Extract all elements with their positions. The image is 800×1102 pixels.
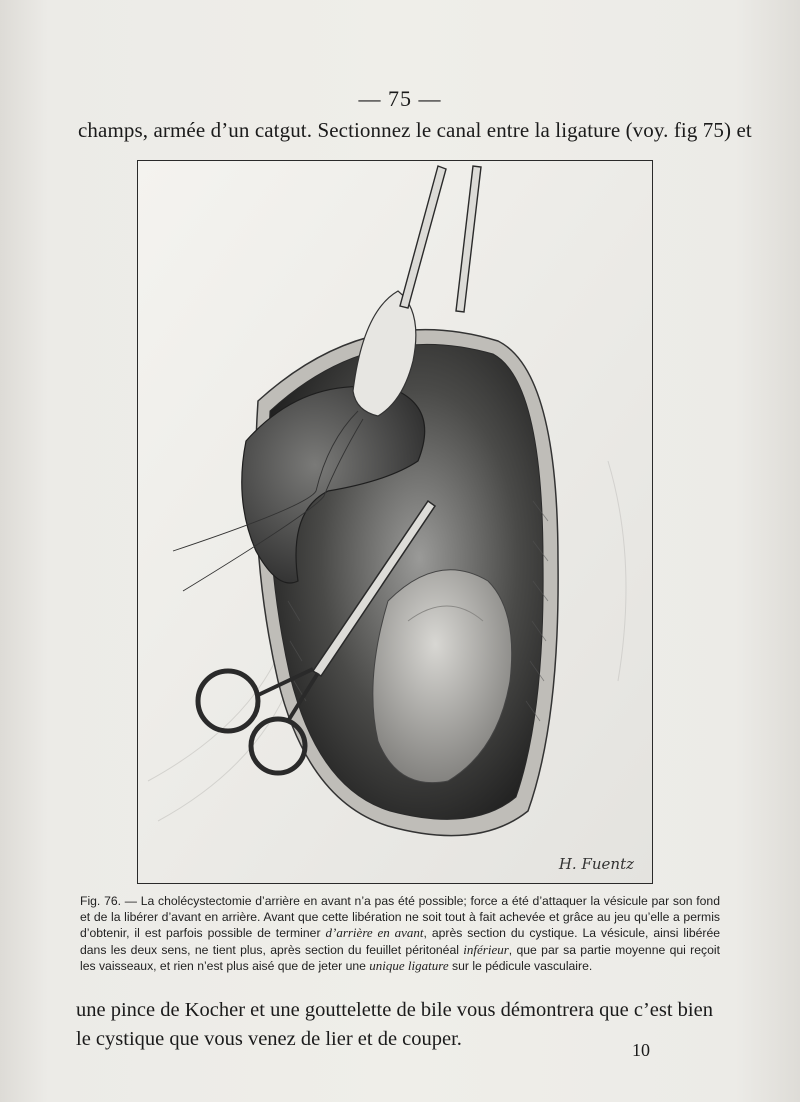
caption-text-1: Fig. 76. — La cholécystectomie d’arrière en avant n’a pas été possible; force a été d’attaquer la vésicule par son fond et de la libérer d’avant en arrière. Avant que cette libération ne soit tout à fait achevée et grâce au jeu qu’elle a permis d’obtenir, il est parfois possible de terminer	[80, 894, 720, 941]
folio-number: 10	[632, 1040, 650, 1060]
caption-text-2: , après section du cystique. La vésicule, ainsi libérée dans les deux sens, ne tient plus, après section du feuillet péritonéal	[80, 926, 721, 957]
illustration-drawing	[138, 161, 652, 883]
caption-text-4: sur le pédicule vasculaire.	[448, 959, 593, 974]
body-line-2: le cystique que vous venez de lier et de couper.	[76, 1028, 462, 1050]
caption-text-3: , que par sa partie moyenne qui reçoit les vaisseaux, et rien n’est plus aisé que de jeter une	[80, 942, 720, 974]
figure-caption	[80, 894, 720, 975]
body-paragraph	[76, 996, 728, 1054]
page-number: — 75 —	[358, 86, 442, 111]
caption-italic-2: inférieur	[463, 941, 509, 957]
surgical-illustration	[137, 160, 653, 884]
artist-signature: H. Fuentz	[558, 855, 634, 873]
caption-italic-1: d’arrière en avant	[325, 925, 424, 941]
text-line-top: champs, armée d’un catgut. Sectionnez le canal entre la ligature (voy. fig 75) et	[78, 118, 752, 142]
body-line-1: une pince de Kocher et une gouttelette de bile vous démontrera que c’est bien	[76, 999, 713, 1021]
caption-italic-3: unique ligature	[369, 958, 449, 974]
